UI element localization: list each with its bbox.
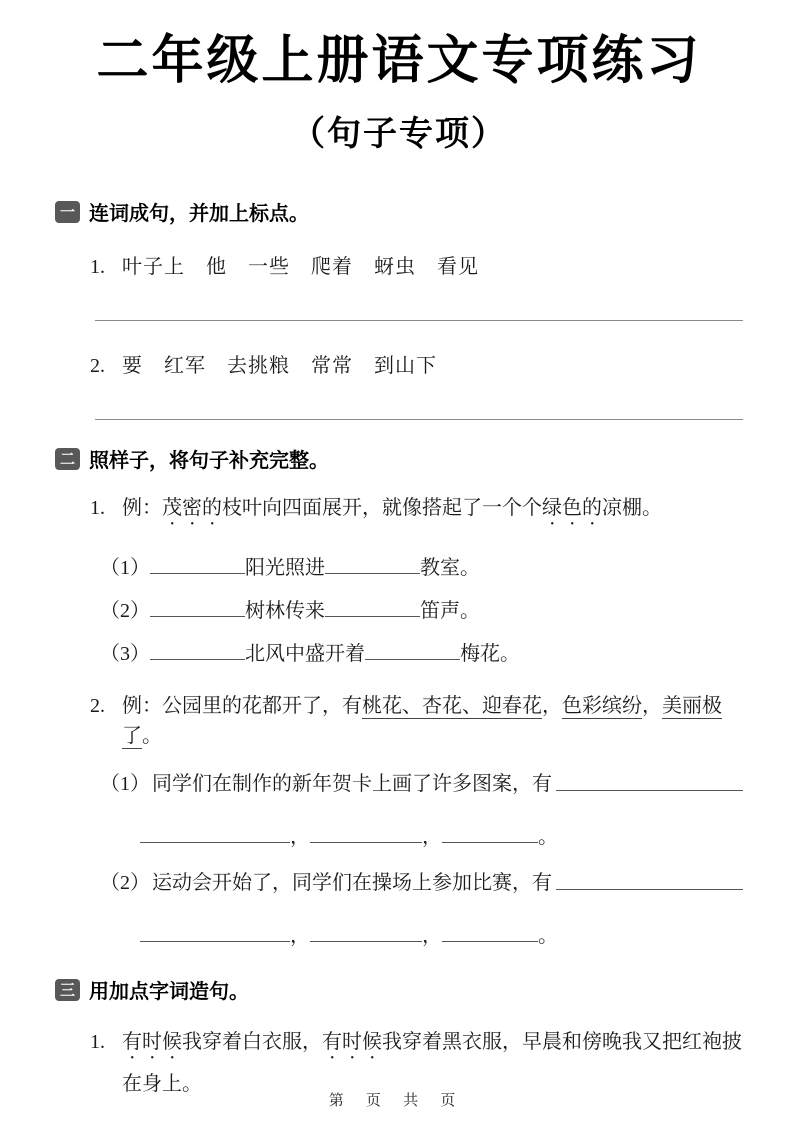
fill-blank: [442, 920, 538, 942]
section-2-heading: 照样子，将句子补充完整。: [89, 450, 329, 473]
subitem-text: 同学们在制作的新年贺卡上画了许多图案，有: [152, 773, 552, 796]
item-number: 2.: [90, 355, 105, 378]
example-prefix: 例：: [122, 497, 162, 520]
page-title: 二年级上册语文专项练习: [96, 32, 702, 90]
section-3-badge: 三: [55, 979, 80, 1001]
fill-blank: [325, 595, 420, 617]
comma: ，: [422, 925, 442, 948]
section1-item-1: [55, 252, 743, 282]
fill-blank: [310, 920, 422, 942]
sentence-part: 我穿着白衣服，: [182, 1031, 322, 1054]
subitem-text: 运动会开始了，同学们在操场上参加比赛，有: [152, 872, 552, 895]
fill-blank: [325, 552, 420, 574]
fill-blank: [150, 595, 245, 617]
section-1-header: [55, 197, 743, 226]
period: 。: [538, 826, 558, 849]
fill-blank: [140, 821, 290, 843]
item-number: 2.: [90, 695, 105, 718]
emphasized-word: 茂密的: [162, 497, 222, 520]
section-1-heading: 连词成句，并加上标点。: [89, 203, 309, 226]
section2-item-2-example: [55, 691, 743, 751]
item-number: 1.: [90, 1031, 105, 1054]
section-2-header: [55, 444, 743, 473]
section1-item-2: [55, 351, 743, 381]
subitem-number: （3）: [100, 643, 150, 666]
example-suffix: 凉棚。: [602, 497, 662, 520]
sentence-part: 我穿着黑衣服，早晨和傍晚我又把红袍披在身上。: [122, 1031, 742, 1096]
fill-blank: [140, 920, 290, 942]
page-subtitle: （句子专项）: [291, 115, 507, 154]
fill-in-row-2: [100, 595, 743, 626]
dotted-word: 有时候: [322, 1031, 382, 1054]
section-1-badge: 一: [55, 201, 80, 223]
example-sentence: [122, 493, 743, 530]
dotted-word: 有时候: [122, 1031, 182, 1054]
comma: ，: [422, 826, 442, 849]
fill-in-row-1: [100, 552, 743, 583]
fill-blank: [556, 769, 743, 791]
item-number: 1.: [90, 256, 105, 279]
section-3-header: [55, 975, 743, 1004]
underlined-word: 桃花、杏花、迎春花: [362, 695, 542, 718]
subitem-text: 阳光照进: [245, 557, 325, 580]
underlined-word: 色彩缤纷: [562, 695, 642, 718]
fill-in-continuation-1: [140, 821, 743, 852]
subitem-text: 教室。: [420, 557, 480, 580]
subitem-number: （2）: [100, 872, 150, 895]
fill-in-lead-row-2: [55, 868, 743, 898]
answer-line: [95, 419, 743, 420]
subitem-number: （1）: [100, 557, 150, 580]
period: 。: [538, 925, 558, 948]
subitem-text: 梅花。: [460, 643, 520, 666]
comma: ，: [542, 695, 562, 718]
comma: ，: [642, 695, 662, 718]
example-suffix: 。: [142, 725, 162, 748]
emphasized-word: 绿色的: [542, 497, 602, 520]
subitem-text: 北风中盛开着: [245, 643, 365, 666]
example-sentence: [122, 691, 743, 751]
subitem-text: 笛声。: [420, 600, 480, 623]
subitem-number: （1）: [100, 773, 150, 796]
subitem-number: （2）: [100, 600, 150, 623]
section2-item-1-example: [55, 493, 743, 530]
section-2-badge: 二: [55, 448, 80, 470]
example-middle: 枝叶向四面展开，就像搭起了一个个: [222, 497, 542, 520]
example-prefix: 例：公园里的花都开了，有: [122, 695, 362, 718]
fill-in-row-3: [100, 638, 743, 669]
fill-blank: [150, 552, 245, 574]
item-number: 1.: [90, 497, 105, 520]
fill-blank: [556, 868, 743, 890]
section-3-heading: 用加点字词造句。: [89, 981, 249, 1004]
fill-blank: [365, 638, 460, 660]
page-footer: 第 页 共 页: [328, 1092, 465, 1109]
comma: ，: [290, 826, 310, 849]
fill-blank: [442, 821, 538, 843]
word-list: 要 红军 去挑粮 常常 到山下: [122, 355, 437, 378]
underlined-word: 美丽极了: [122, 695, 722, 748]
fill-blank: [310, 821, 422, 843]
fill-in-continuation-2: [140, 920, 743, 951]
subitem-text: 树林传来: [245, 600, 325, 623]
answer-line: [95, 320, 743, 321]
comma: ，: [290, 925, 310, 948]
fill-blank: [150, 638, 245, 660]
fill-in-lead-row-1: [55, 769, 743, 799]
word-list: 叶子上 他 一些 爬着 蚜虫 看见: [122, 256, 479, 279]
